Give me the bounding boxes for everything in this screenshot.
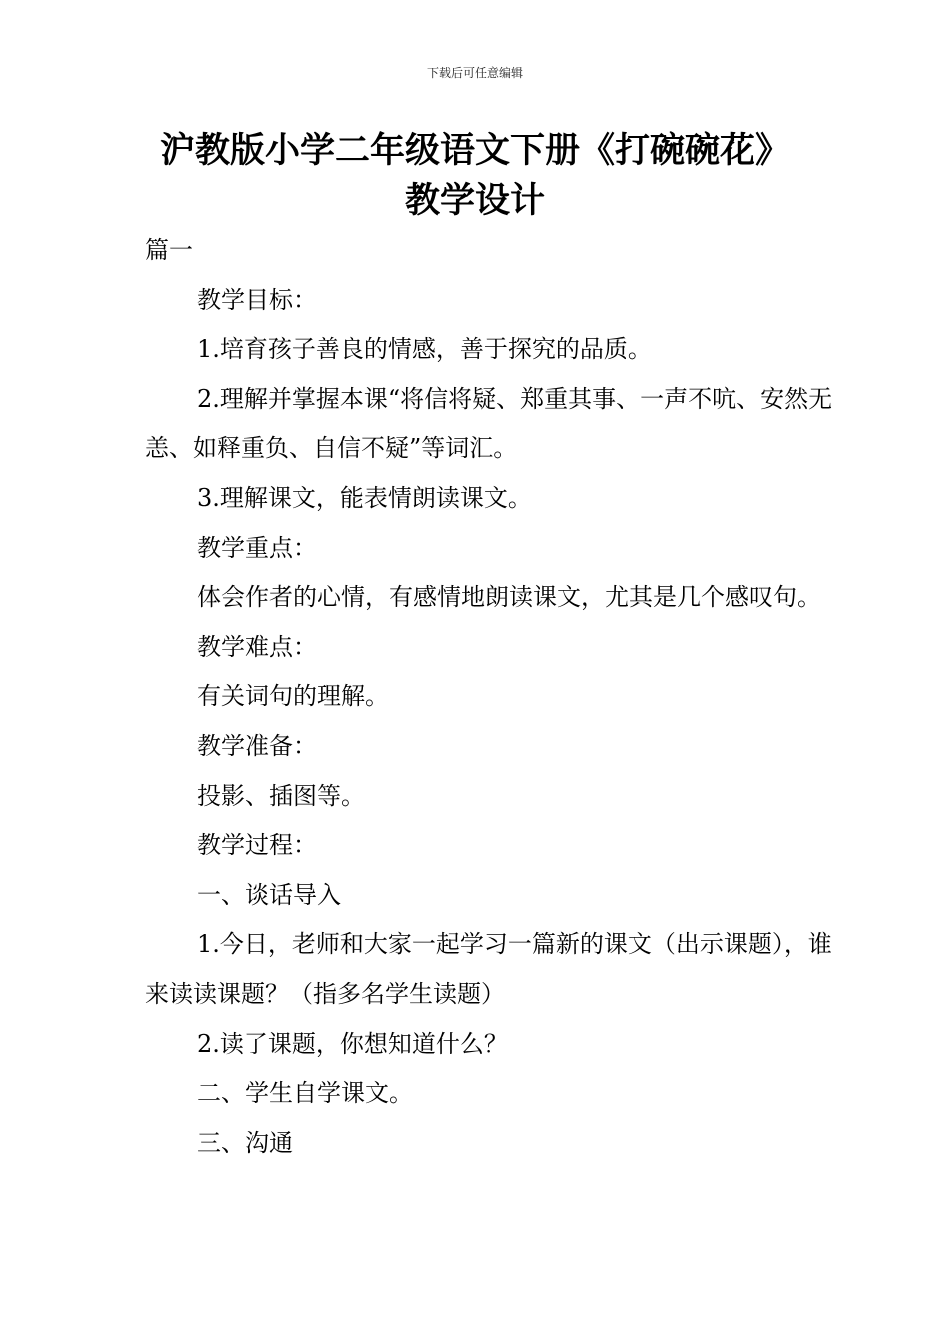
page-header-note: 下载后可任意编辑 [426,66,523,80]
paragraph-teaching-goals-heading: 教学目标： [197,285,317,314]
paragraph-step-1-heading: 一、谈话导入 [197,880,341,909]
paragraph-difficulties-heading: 教学难点： [197,632,317,661]
paragraph-preparation-heading: 教学准备： [197,731,317,760]
paragraph-difficulties: 有关词句的理解。 [197,682,389,711]
document-body [145,226,835,1168]
paragraph-step-2-heading: 二、学生自学课文。 [197,1079,413,1108]
paragraph-step-1-item-2: 2.读了课题，你想知道什么？ [197,1029,508,1058]
document-title-line2: 教学设计 [404,181,545,221]
paragraph-preparation: 投影、插图等。 [197,781,365,810]
paragraph-step-1-item-1: 1.今日，老师和大家一起学习一篇新的课文（出示课题），谁来读读课题？（指多名学生读题） [145,930,832,1008]
paragraph-key-points: 体会作者的心情，有感情地朗读课文，尤其是几个感叹句。 [197,583,821,612]
document-title: 沪教版小学二年级语文下册《打碗碗花》 [159,131,790,171]
paragraph-goal-3: 3.理解课文，能表情朗读课文。 [197,483,532,512]
paragraph-process-heading: 教学过程： [197,831,317,860]
paragraph-goal-2: 2.理解并掌握本课“将信将疑、郑重其事、一声不吭、安然无恙、如释重负、自信不疑”等词汇。 [145,384,833,463]
section-label: 篇一 [145,236,193,264]
paragraph-key-points-heading: 教学重点： [197,533,317,562]
paragraph-goal-1: 1.培育孩子善良的情感，善于探究的品质。 [197,335,652,364]
paragraph-step-3-heading: 三、沟通 [197,1128,293,1157]
